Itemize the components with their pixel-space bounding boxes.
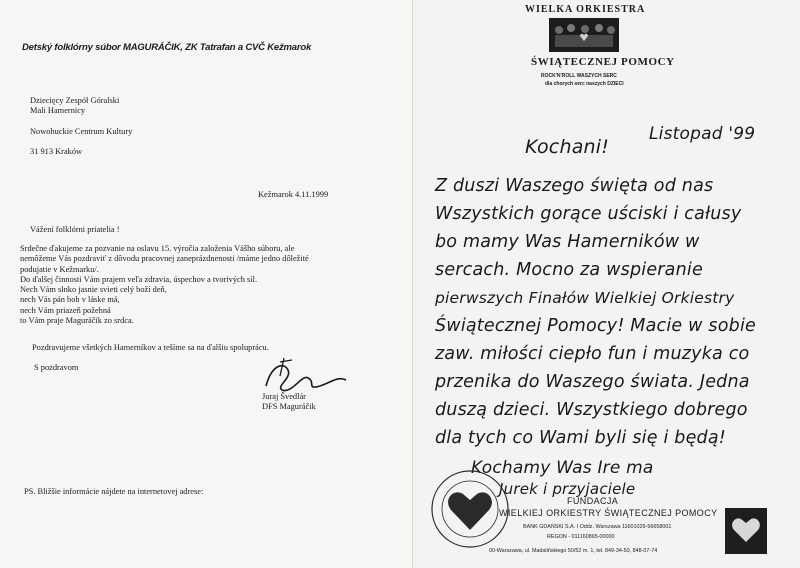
handwritten-line: duszą dzieci. Wszystkiego dobrego — [435, 400, 748, 420]
heart-icon — [725, 508, 767, 554]
recipient-address — [30, 96, 132, 158]
handwritten-line: Z duszi Waszego święta od nas — [435, 176, 714, 196]
org-tagline-2: dla chorych serc naszych DZIECI — [545, 81, 624, 87]
recipient-line — [30, 117, 132, 127]
handwritten-line: zaw. miłości ciepło fun i muzyka co — [435, 344, 750, 364]
handwritten-line: dla tych co Wami byli się i będą! — [435, 428, 726, 448]
signatory-org: DFS Maguráčik — [262, 402, 316, 411]
footer-regon: REGON - 011160865-00000 — [547, 534, 615, 540]
handwritten-line: bo mamy Was Hamerników w — [435, 232, 700, 252]
crowd-photo-icon — [549, 18, 619, 52]
orchestra-logo — [549, 18, 619, 52]
handwritten-closing-2: Jurek i przyjaciele — [499, 480, 636, 498]
right-letter-page — [412, 0, 800, 568]
letter-ps: PS. Bližšie informácie nájdete na internetovej adrese: — [24, 487, 204, 496]
heart-icon — [448, 492, 492, 530]
org-tagline-1: ROCK'N'ROLL WASZYCH SERC — [541, 73, 617, 79]
body-line: to Vám praje Maguráčik zo srdca. — [20, 316, 134, 326]
body-line: Nech Vám slnko jasnie svieti celý boží deň, — [20, 285, 167, 295]
recipient-line — [30, 137, 132, 147]
handwritten-line: przenika do Waszego świata. Jedna — [435, 372, 750, 392]
body-line: nech Vás pán boh v láske má, — [20, 295, 120, 305]
recipient-line: Nowohuckie Centrum Kultury — [30, 126, 133, 136]
letter-body — [20, 244, 309, 326]
org-name-main: ŚWIĄTECZNEJ POMOCY — [531, 56, 675, 68]
body-line: nemôžeme Vás pozdraviť z dôvodu pracovnej zaneprázdnenosti /máme jedno dôležité — [20, 254, 309, 264]
body-line: Do ďalšej činnosti Vám prajem veľa zdravia, úspechov a tvorivých síl. — [20, 274, 258, 284]
footer-address: 00-Warszawa, ul. Madalińskiego 50/52 m. 1, tel. 849-34-50, 848-07-74 — [489, 548, 658, 554]
handwritten-date: Listopad '99 — [649, 124, 756, 144]
handwritten-line: pierwszych Finałów Wielkiej Orkiestry — [435, 289, 735, 307]
footer-bank: BANK GDAŃSKI S.A. I Oddz. Warszawa 11601029-56658001 — [523, 524, 672, 530]
heart-logo-tile — [725, 508, 767, 554]
handwritten-closing-1: Kochamy Was Ire ma — [471, 458, 654, 478]
letter-closing-line: Pozdravujeme všetkých Hamerníkov a tešíme sa na ďalšiu spoluprácu. — [32, 343, 269, 352]
foundation-name: WIELKIEJ ORKIESTRY ŚWIĄTECZNEJ POMOCY — [499, 508, 718, 518]
letter-header: Detský folklórny súbor MAGURÁČIK, ZK Tatrafan a CVČ Kežmarok — [22, 42, 312, 53]
handwritten-salutation: Kochani! — [525, 136, 610, 158]
org-name-top: WIELKA ORKIESTRA — [525, 4, 646, 15]
handwritten-line: sercach. Mocno za wspieranie — [435, 260, 703, 280]
foundation-label: FUNDACJA — [567, 496, 619, 506]
letter-regards: S pozdravom — [34, 363, 79, 372]
handwritten-line: Wszystkich gorące uściski i całusy — [435, 204, 742, 224]
recipient-line: 31 913 Kraków — [30, 147, 83, 157]
body-line: Srdečne ďakujeme za pozvanie na oslavu 15. výročia založenia Vášho súboru, ale — [20, 244, 295, 253]
letter-date: Kežmarok 4.11.1999 — [258, 190, 329, 199]
signature-scribble — [262, 356, 348, 396]
letter-greeting: Vážení folklórni priatelia ! — [30, 225, 120, 234]
recipient-line: Dziecięcy Zespół Góralski — [30, 96, 120, 105]
body-line: podujatie v Kežmarku/. — [20, 264, 99, 274]
recipient-line: Mali Hamernicy — [30, 106, 86, 116]
signatory-name: Juraj Švedlár — [262, 392, 306, 401]
handwritten-line: Świątecznej Pomocy! Macie w sobie — [435, 316, 756, 336]
body-line: nech Vám priazeň požehná — [20, 305, 111, 315]
